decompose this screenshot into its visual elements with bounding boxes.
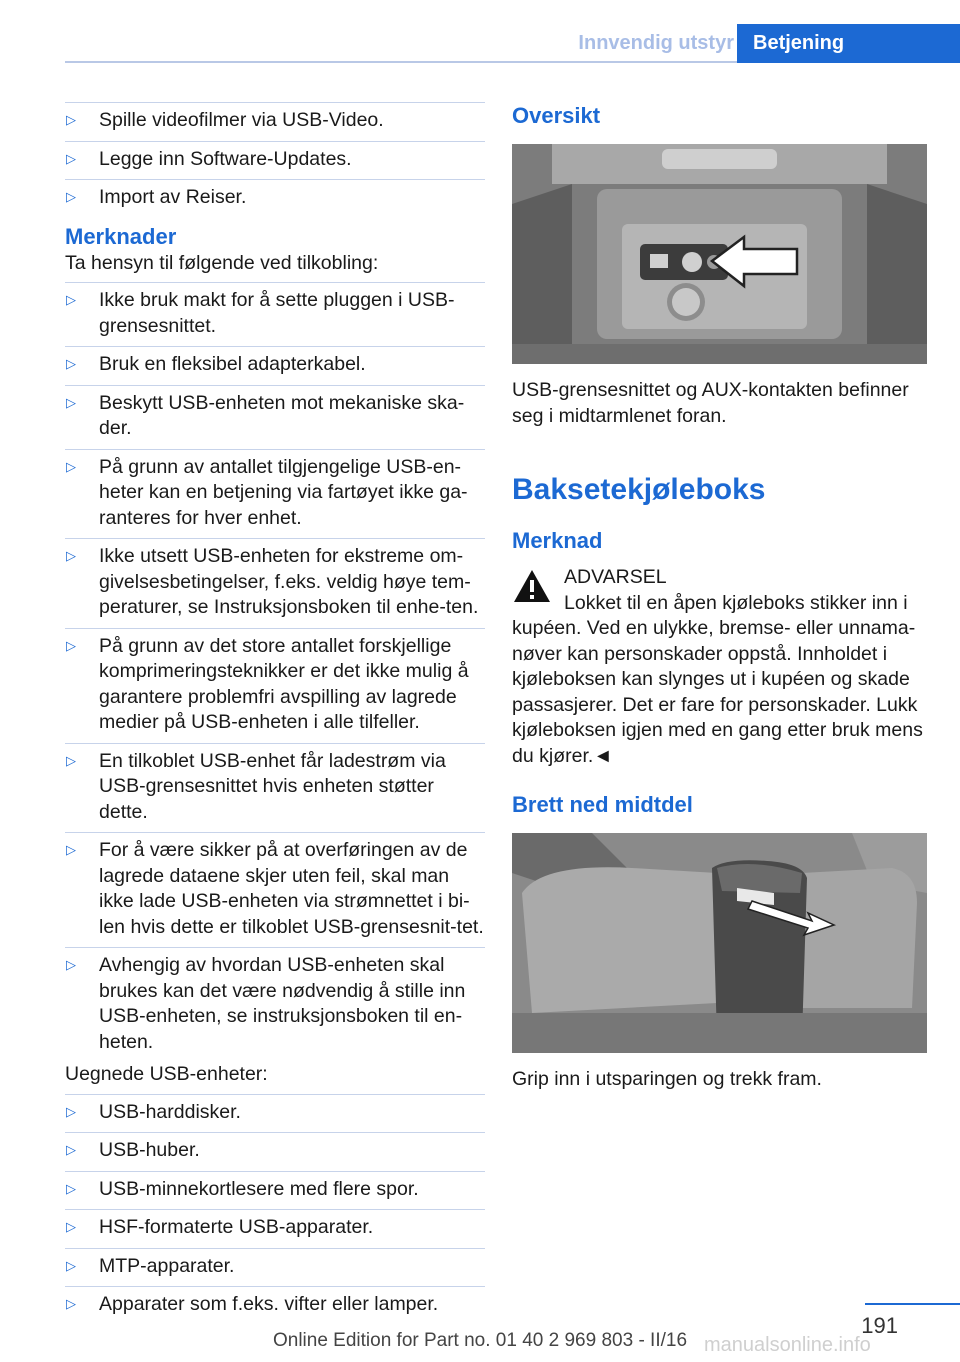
header-chapter-tab: Betjening xyxy=(737,24,960,63)
triangle-bullet-icon: ▷ xyxy=(66,112,76,127)
triangle-bullet-icon: ▷ xyxy=(66,356,76,371)
notes-heading: Merknader xyxy=(65,223,177,249)
left-column xyxy=(65,100,485,1325)
intro-list xyxy=(65,102,485,211)
triangle-bullet-icon: ▷ xyxy=(66,752,76,768)
triangle-bullet-icon: ▷ xyxy=(66,1103,76,1119)
cooler-heading: Baksetekjøleboks xyxy=(512,473,766,506)
edition-note: Online Edition for Part no. 01 40 2 969 803 - II/16 xyxy=(272,1330,688,1351)
unsuitable-intro: Uegnede USB-enheter: xyxy=(65,1063,268,1085)
list-item: ▷ Beskytt USB-enheten mot mekaniske ska-der. xyxy=(65,385,485,442)
warning-header xyxy=(512,565,932,591)
triangle-bullet-icon: ▷ xyxy=(66,637,76,653)
rear-seat-photo xyxy=(512,833,927,1053)
triangle-bullet-icon: ▷ xyxy=(66,1180,76,1196)
triangle-bullet-icon: ▷ xyxy=(66,548,76,563)
usb-port-photo xyxy=(512,144,927,364)
triangle-bullet-icon: ▷ xyxy=(66,150,76,166)
header-section-label: Innvendig utstyr xyxy=(578,32,734,54)
fold-heading: Brett ned midtdel xyxy=(512,792,693,817)
list-item: ▷ HSF-formaterte USB-apparater. xyxy=(65,1209,485,1241)
note-heading: Merknad xyxy=(512,528,603,553)
notes-list xyxy=(65,282,485,1055)
page-number: 191 xyxy=(861,1313,898,1338)
list-item: ▷ På grunn av antallet tilgjengelige USB-en-heter kan en betjening via fartøyet ikke ga-ranteres for hver enhet. xyxy=(65,449,485,532)
overview-caption: USB-grensesnittet og AUX-kontakten befinner seg i midtarmlenet foran. xyxy=(512,379,909,427)
triangle-bullet-icon: ▷ xyxy=(66,842,76,857)
triangle-bullet-icon: ▷ xyxy=(66,1142,76,1157)
right-column xyxy=(512,100,932,1093)
footer-rule xyxy=(865,1303,960,1305)
triangle-bullet-icon: ▷ xyxy=(66,1296,76,1311)
triangle-bullet-icon: ▷ xyxy=(66,957,76,972)
list-item: ▷ USB-huber. xyxy=(65,1132,485,1164)
warning-label: ADVARSEL xyxy=(564,566,667,588)
list-item: ▷ MTP-apparater. xyxy=(65,1248,485,1280)
warning-triangle-icon xyxy=(512,568,552,604)
triangle-bullet-icon: ▷ xyxy=(66,458,76,474)
list-item: ▷ På grunn av det store antallet forskjellige komprimeringsteknikker er det ikke mulig å garantere problemfri avspilling av lagrede medier på USB-enheten i alle tilfeller. xyxy=(65,628,485,736)
triangle-bullet-icon: ▷ xyxy=(66,394,76,410)
list-item: ▷ For å være sikker på at overføringen av de lagrede dataene skjer uten feil, skal man ikke lade USB-enheten via strømnettet i bi-len hvis dette er tilkoblet USB-grensesnit-tet. xyxy=(65,832,485,940)
list-item: ▷ Spille videofilmer via USB-Video. xyxy=(65,102,485,134)
overview-heading: Oversikt xyxy=(512,103,601,128)
triangle-bullet-icon: ▷ xyxy=(66,189,76,204)
fold-caption: Grip inn i utsparingen og trekk fram. xyxy=(512,1068,822,1090)
unsuitable-list xyxy=(65,1094,485,1318)
list-item: ▷ USB-harddisker. xyxy=(65,1094,485,1126)
warning-block xyxy=(512,565,932,769)
list-item: ▷ USB-minnekortlesere med flere spor. xyxy=(65,1171,485,1203)
list-item: ▷ Legge inn Software-Updates. xyxy=(65,141,485,173)
list-item: ▷ Ikke utsett USB-enheten for ekstreme om-givelsesbetingelser, f.eks. veldig høye tem-peraturer, se Instruksjonsboken til enhe-ten. xyxy=(65,538,485,621)
notes-intro: Ta hensyn til følgende ved tilkobling: xyxy=(65,251,379,274)
list-item: ▷ Ikke bruk makt for å sette pluggen i USB-grensesnittet. xyxy=(65,282,485,339)
usb-armrest-illustration xyxy=(512,144,927,364)
list-item: ▷ En tilkoblet USB-enhet får ladestrøm via USB-grensesnittet hvis enheten støtter dette. xyxy=(65,743,485,826)
triangle-bullet-icon: ▷ xyxy=(66,1257,76,1273)
list-item: ▷ Import av Reiser. xyxy=(65,179,485,211)
rear-seat-illustration xyxy=(512,833,927,1053)
triangle-bullet-icon: ▷ xyxy=(66,1219,76,1234)
warning-text: Lokket til en åpen kjøleboks stikker inn i kupéen. Ved en ulykke, bremse- eller unnama-nøver kan personskader oppstå. Innholdet i kjøleboksen kan slynges ut i kupéen og skade passasjerer. Det er fare for personskader. Lukk kjøleboksen igjen med en gang etter bruk mens du kjører.◄ xyxy=(512,591,923,767)
triangle-bullet-icon: ▷ xyxy=(66,292,76,307)
watermark: manualsonline.info xyxy=(704,1334,871,1356)
list-item: ▷ Apparater som f.eks. vifter eller lamper. xyxy=(65,1286,485,1318)
list-item: ▷ Avhengig av hvordan USB-enheten skal brukes kan det være nødvendig å stille inn USB-enheten, se instruksjonsboken til en-heten. xyxy=(65,947,485,1055)
list-item: ▷ Bruk en fleksibel adapterkabel. xyxy=(65,346,485,378)
